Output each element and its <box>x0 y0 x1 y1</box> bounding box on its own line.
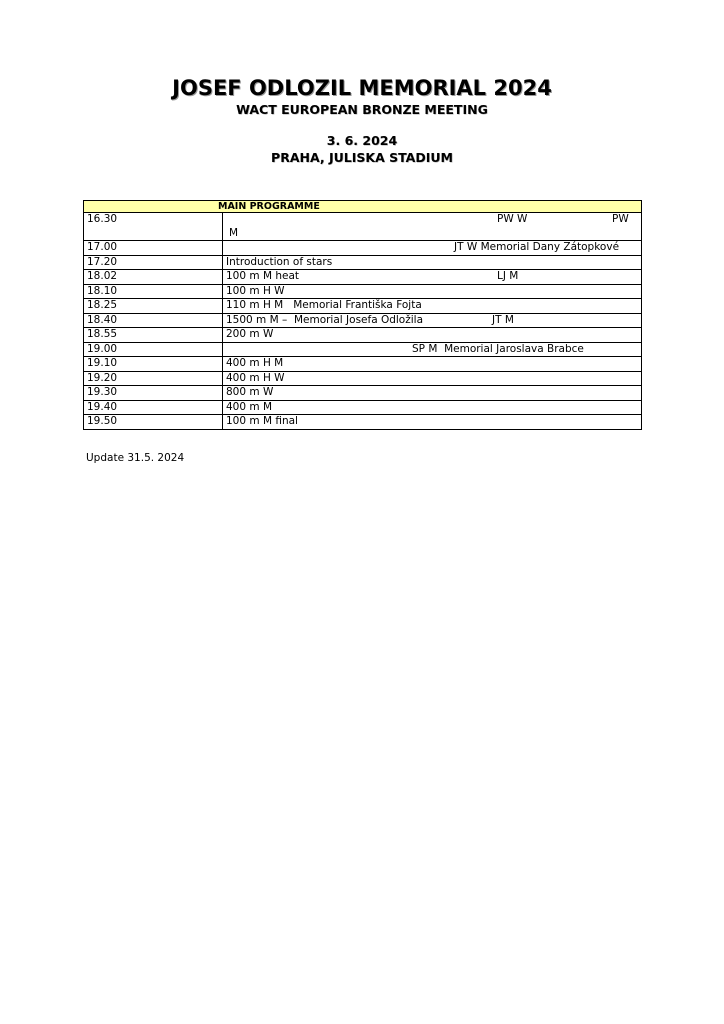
table-row <box>84 400 642 415</box>
table-row <box>84 386 642 401</box>
event-cell: 400 m M <box>223 400 642 415</box>
time-cell: 18.55 <box>84 328 223 343</box>
table-row <box>84 213 642 241</box>
event-cell <box>223 213 642 241</box>
time-cell: 17.20 <box>84 255 223 270</box>
event-text: LJ M <box>497 270 519 282</box>
event-venue: PRAHA, JULISKA STADIUM <box>271 150 453 165</box>
time-cell: 16.30 <box>84 213 223 241</box>
page-subtitle: WACT EUROPEAN BRONZE MEETING <box>236 102 488 117</box>
event-cell: 400 m H M <box>223 357 642 372</box>
event-text: SP M Memorial Jaroslava Brabce <box>412 342 584 355</box>
event-text: PW <box>612 213 629 225</box>
time-cell: 19.50 <box>84 415 223 430</box>
time-cell: 18.25 <box>84 299 223 314</box>
event-cell: 800 m W <box>223 386 642 401</box>
table-row <box>84 415 642 430</box>
event-cell: Introduction of stars <box>223 255 642 270</box>
event-text: JT W Memorial Dany Zátopkové <box>454 241 620 253</box>
event-text: JT M <box>492 313 514 326</box>
event-cell <box>223 342 642 357</box>
time-cell: 18.02 <box>84 270 223 285</box>
event-text: PW W <box>497 213 528 225</box>
time-cell: 19.20 <box>84 371 223 386</box>
event-cell <box>223 241 642 256</box>
programme-header-row <box>84 201 642 213</box>
programme-table <box>83 200 642 430</box>
event-text: 100 m M heat <box>226 270 300 282</box>
update-note: Update 31.5. 2024 <box>86 452 185 464</box>
table-row <box>84 270 642 285</box>
event-text: 1500 m M – Memorial Josefa Odložila <box>226 313 424 326</box>
time-cell: 19.30 <box>84 386 223 401</box>
table-row <box>84 313 642 328</box>
event-cell <box>223 313 642 328</box>
event-text: M <box>229 226 239 239</box>
event-cell: 100 m H W <box>223 284 642 299</box>
event-cell <box>223 270 642 285</box>
event-cell: 400 m H W <box>223 371 642 386</box>
table-row <box>84 284 642 299</box>
table-row <box>84 371 642 386</box>
table-row <box>84 328 642 343</box>
programme-heading <box>84 201 642 213</box>
table-row <box>84 299 642 314</box>
time-cell: 18.10 <box>84 284 223 299</box>
event-date: 3. 6. 2024 <box>326 133 398 148</box>
table-row <box>84 357 642 372</box>
programme-heading-label: MAIN PROGRAMME <box>218 201 320 212</box>
event-cell: 200 m W <box>223 328 642 343</box>
page-title: JOSEF ODLOZIL MEMORIAL 2024 <box>172 76 552 100</box>
table-row <box>84 342 642 357</box>
time-cell: 17.00 <box>84 241 223 256</box>
event-cell: 110 m H M Memorial Františka Fojta <box>223 299 642 314</box>
event-cell: 100 m M final <box>223 415 642 430</box>
time-cell: 19.40 <box>84 400 223 415</box>
table-row <box>84 255 642 270</box>
time-cell: 19.10 <box>84 357 223 372</box>
table-row <box>84 241 642 256</box>
time-cell: 19.00 <box>84 342 223 357</box>
time-cell: 18.40 <box>84 313 223 328</box>
